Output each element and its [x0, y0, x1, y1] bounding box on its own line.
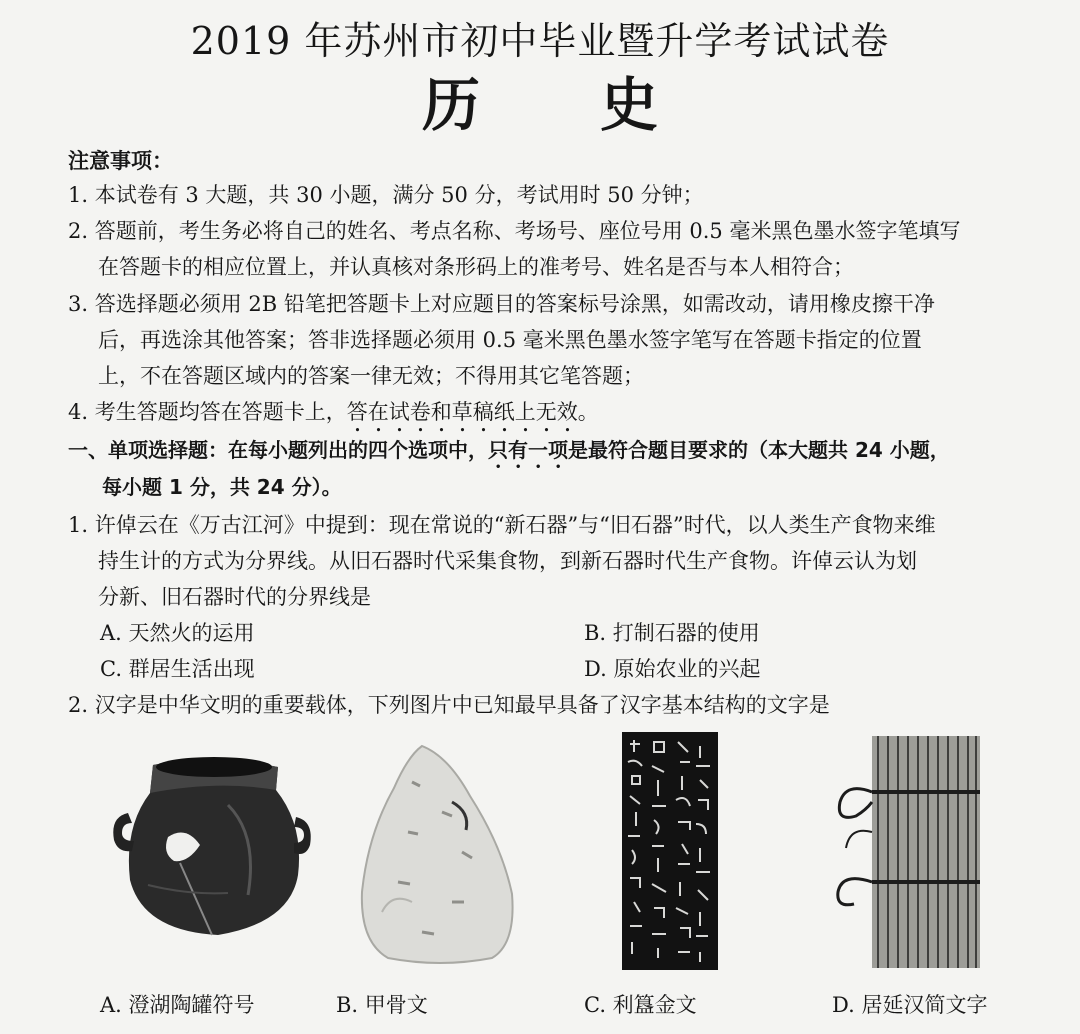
notice-heading: 注意事项：: [68, 149, 173, 173]
question-1-line-2: 持生计的方式为分界线。从旧石器时代采集食物，到新石器时代生产食物。许倬云认为划: [98, 549, 917, 573]
notice-item-3-line-3: 上，不在答题区域内的答案一律无效；不得用其它笔答题；: [98, 364, 644, 388]
pottery-jar-image: [108, 745, 318, 945]
notice-item-3-line-2: 后，再选涂其他答案；答非选择题必须用 0.5 毫米黑色墨水签字笔写在答题卡指定的位置: [98, 328, 922, 352]
section-1-heading: [68, 435, 950, 473]
notice-item-1: 1. 本试卷有 3 大题，共 30 小题，满分 50 分，考试用时 50 分钟；: [68, 183, 704, 207]
subject-title: [0, 70, 1080, 140]
exam-title: 2019 年苏州市初中毕业暨升学考试试卷: [190, 19, 890, 63]
question-1-option-b: B. 打制石器的使用: [584, 621, 760, 645]
question-1-option-c: C. 群居生活出现: [100, 657, 255, 681]
notice-item-2-line-1: 2. 答题前，考生务必将自己的姓名、考点名称、考场号、座位号用 0.5 毫米黑色墨水签字笔填写: [68, 219, 961, 243]
section-1-heading-c: 是最符合题目要求的（本大题共 24 小题，: [568, 438, 950, 462]
question-2-option-c: C. 利簋金文: [584, 993, 697, 1017]
question-1-line-1: 1. 许倬云在《万古江河》中提到：现在常说的“新石器”与“旧石器”时代，以人类生产食物来维: [68, 513, 936, 537]
question-2-option-a: A. 澄湖陶罐符号: [100, 993, 255, 1017]
bamboo-slips-image: [826, 732, 982, 972]
notice-item-4-part-c: 。: [577, 400, 599, 424]
section-1-heading-emphasis: 只有一项: [488, 438, 568, 462]
question-2-stem: 2. 汉字是中华文明的重要载体，下列图片中已知最早具备了汉字基本结构的文字是: [68, 693, 830, 717]
notice-item-3-line-1: 3. 答选择题必须用 2B 铅笔把答题卡上对应题目的答案标号涂黑，如需改动，请用橡皮擦干净: [68, 292, 935, 316]
notice-item-4: [68, 397, 599, 437]
section-1-heading-line-2: 每小题 1 分，共 24 分）。: [102, 475, 342, 499]
question-2-option-d: D. 居延汉简文字: [832, 993, 988, 1017]
notice-item-2-line-2: 在答题卡的相应位置上，并认真核对条形码上的准考号、姓名是否与本人相符合；: [98, 255, 854, 279]
oracle-bone-image: [352, 742, 522, 967]
question-1-option-d: D. 原始农业的兴起: [584, 657, 761, 681]
subject-char-1: 历: [421, 71, 480, 139]
notice-item-4-part-a: 4. 考生答题均答在答题卡上，: [68, 400, 347, 424]
bronze-inscription-image: [622, 732, 718, 970]
question-2-option-b: B. 甲骨文: [336, 993, 428, 1017]
subject-char-2: 史: [600, 71, 659, 139]
notice-item-4-emphasis: 答在试卷和草稿纸上无效: [346, 400, 578, 424]
question-1-option-a: A. 天然火的运用: [100, 621, 255, 645]
question-1-line-3: 分新、旧石器时代的分界线是: [98, 585, 371, 609]
section-1-heading-a: 一、单项选择题：在每小题列出的四个选项中，: [68, 438, 488, 462]
